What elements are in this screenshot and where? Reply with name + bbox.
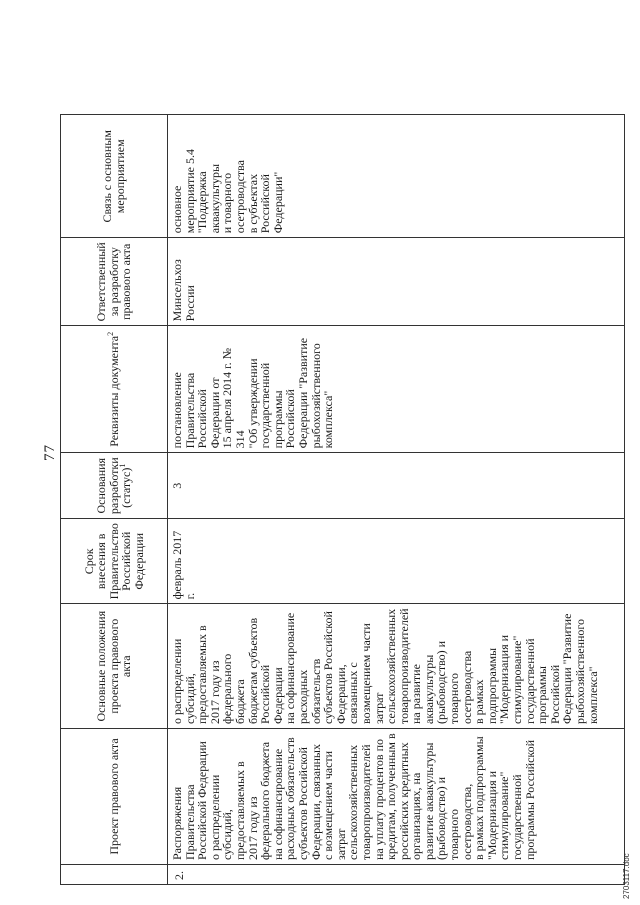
header-basis-footnote: 1: [118, 463, 128, 468]
header-responsible: Ответственный за разработку правового акта: [61, 238, 168, 326]
header-provisions: Основные положения проекта правового акта: [61, 604, 168, 729]
legal-acts-table: [60, 114, 625, 885]
row-responsible: Минсельхоз России: [168, 238, 625, 326]
header-act-project: Проект правового акта: [61, 729, 168, 865]
header-requisites-footnote: 2: [105, 331, 115, 336]
row-provisions: о распределении субсидий, предоставляемых в 2017 году из федерального бюджета бюджетам субъектов Российской Федерации на софинансирование расходных обязательств субъектов Российской Федерации, связанных с возмещением части затрат сельскохозяйственных товаропроизводителей на развитие аквакультуры (рыбоводство) и товарного осетроводства в рамках подпрограммы "Модернизация и стимулирование" государственной программы Российской Федерации "Развитие рыбохозяйственного комплекса": [168, 604, 625, 729]
page-number: 77: [42, 444, 58, 461]
row-requisites: постановление Правительства Российской Федерации от 15 апреля 2014 г. № 314 "Об утверждении государственной программы Российской Федерации "Развитие рыбохозяйственного комплекса": [168, 326, 625, 453]
header-link: Связь с основным мероприятием: [61, 115, 168, 238]
row-link: основное мероприятие 5.4 "Поддержка аквакультуры и товарного осетроводства в субъектах Российской Федерации": [168, 115, 625, 238]
header-number: [61, 865, 168, 885]
row-number: 2.: [168, 865, 625, 885]
table-row: [168, 115, 625, 885]
table-header-row: [61, 115, 168, 885]
header-requisites: Реквизиты документа$^2$: [61, 326, 168, 453]
header-deadline: Срок внесения в Правительство Российской Федерации: [61, 519, 168, 604]
row-basis: 3: [168, 453, 625, 519]
row-act-project: Распоряжения Правительства Российской Федерации о распределении субсидий, предоставляемых в 2017 году из федерального бюджета на софинансирование расходных обязательств субъектов Российской Федерации, связанных с возмещением части затрат сельскохозяйственных товаропроизводителей на уплату процентов по кредитам, полученным в российских кредитных организациях, на развитие аквакультуры (рыбоводство) и товарного осетроводства, в рамках подпрограммы "Модернизация и стимулирование" государственной программы Российской: [168, 729, 625, 865]
row-deadline: февраль 2017 г.: [168, 519, 625, 604]
header-basis: Основания разработки (статус)$^1$: [61, 453, 168, 519]
file-footer: 2703117.doc: [622, 853, 631, 899]
